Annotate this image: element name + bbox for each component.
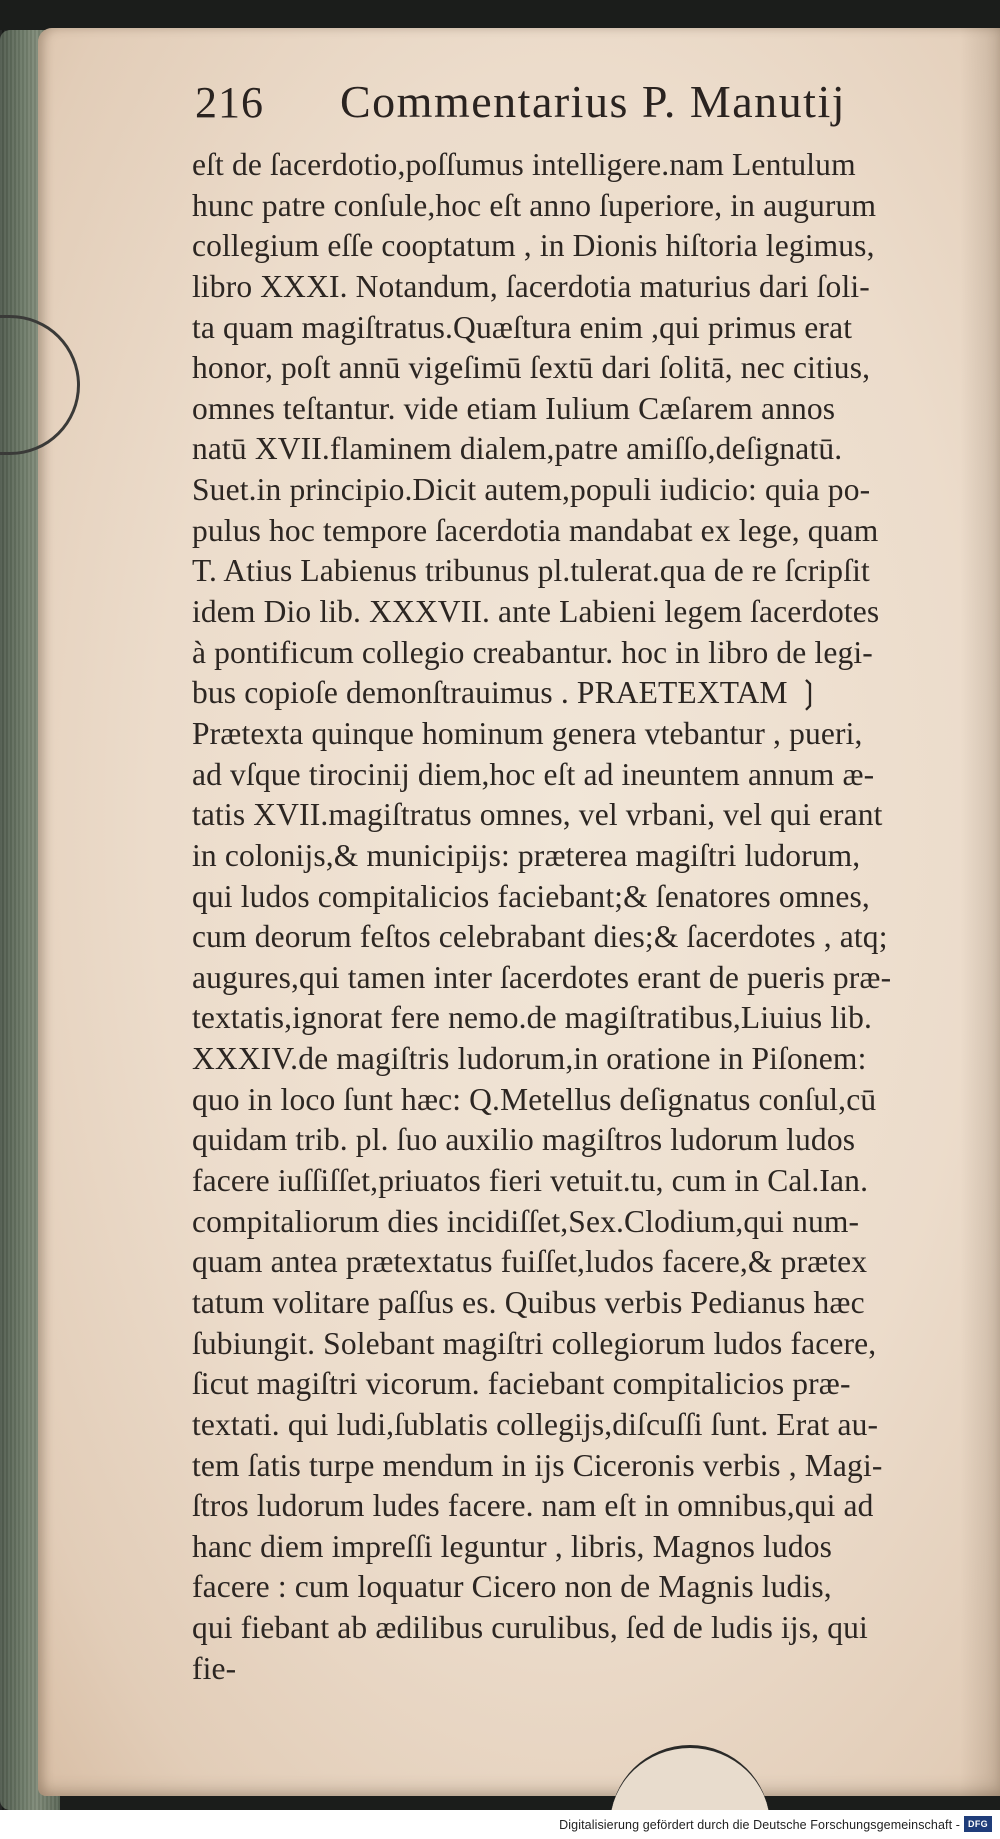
dfg-logo: DFG: [964, 1816, 992, 1832]
body-text: [192, 145, 972, 1689]
funding-credit: Digitalisierung gefördert durch die Deutsche Forschungsgemeinschaft -: [559, 1818, 960, 1832]
text-line: facere : cum loquatur Cicero non de Magnis ludis,: [192, 1569, 832, 1605]
text-line: ſtros ludorum ludes facere. nam eſt in omnibus,qui ad: [192, 1488, 874, 1524]
text-line: tatum volitare paſſus es. Quibus verbis Pedianus hæc: [192, 1284, 865, 1320]
text-line: T. Atius Labienus tribunus pl.tulerat.qua de re ſcripſit: [192, 553, 870, 589]
text-line: in colonijs,& municipijs: præterea magiſtri ludorum,: [192, 837, 861, 873]
text-line: ta quam magiſtratus.Quæſtura enim ,qui primus erat: [192, 309, 853, 345]
text-line: ſubiungit. Solebant magiſtri collegiorum ludos facere,: [192, 1325, 877, 1361]
text-line: hanc diem impreſſi leguntur , libris, Magnos ludos: [192, 1528, 833, 1564]
text-line: quam antea prætextatus fuiſſet,ludos facere,& prætex: [192, 1244, 868, 1280]
text-line: cum deorum feſtos celebrabant dies;& ſacerdotes , atq;: [192, 919, 888, 955]
text-line: facere iuſſiſſet,priuatos fieri vetuit.tu, cum in Cal.Ian.: [192, 1163, 869, 1199]
text-line: natū XVII.flaminem dialem,patre amiſſo,deſignatū.: [192, 431, 843, 467]
text-line: pulus hoc tempore ſacerdotia mandabat ex lege, quam: [192, 512, 879, 548]
text-line: tem ſatis turpe mendum in ijs Ciceronis verbis , Magi-: [192, 1447, 883, 1483]
text-line: libro XXXI. Notandum, ſacerdotia maturius dari ſoli-: [192, 268, 870, 304]
running-head: [195, 75, 915, 135]
text-line: fie-: [192, 1650, 237, 1686]
text-line: quidam trib. pl. ſuo auxilio magiſtros ludorum ludos: [192, 1122, 856, 1158]
text-line: hunc patre conſule,hoc eſt anno ſuperiore, in augurum: [192, 187, 877, 223]
text-line: textatis,ignorat fere nemo.de magiſtratibus,Liuius lib.: [192, 1000, 873, 1036]
text-line: ſicut magiſtri vicorum. faciebant compitalicios præ-: [192, 1366, 851, 1402]
text-line: bus copioſe demonſtrauimus . PRAETEXTAM ❳: [192, 675, 823, 711]
text-line: ad vſque tirocinij diem,hoc eſt ad ineuntem annum æ-: [192, 756, 875, 792]
text-line: Suet.in principio.Dicit autem,populi iudicio: quia po-: [192, 472, 871, 508]
text-line: Prætexta quinque hominum genera vtebantur , pueri,: [192, 715, 863, 751]
text-line: eſt de ſacerdotio,poſſumus intelligere.nam Lentulum: [192, 147, 856, 182]
text-line: collegium eſſe cooptatum , in Dionis hiſtoria legimus,: [192, 228, 875, 264]
text-line: omnes teſtantur. vide etiam Iulium Cæſarem annos: [192, 390, 836, 426]
text-line: compitaliorum dies incidiſſet,Sex.Clodium,qui num-: [192, 1203, 860, 1239]
text-line: idem Dio lib. XXXVII. ante Labieni legem ſacerdotes: [192, 594, 880, 630]
page-title: Commentarius P. Manutij: [340, 76, 846, 127]
text-line: augures,qui tamen inter ſacerdotes erant de pueris præ-: [192, 959, 892, 995]
text-line: tatis XVII.magiſtratus omnes, vel vrbani, vel qui erant: [192, 797, 883, 833]
text-line: à pontificum collegio creabantur. hoc in libro de legi-: [192, 634, 873, 670]
text-line: textati. qui ludi,ſublatis collegijs,diſcuſſi ſunt. Erat au-: [192, 1406, 879, 1442]
page-number: 216: [195, 78, 264, 127]
text-line: qui ludos compitalicios faciebant;& ſenatores omnes,: [192, 878, 870, 914]
text-line: honor, poſt annū vigeſimū ſextū dari ſolitā, nec citius,: [192, 350, 871, 386]
text-line: XXXIV.de magiſtris ludorum,in oratione in Piſonem:: [192, 1041, 867, 1077]
text-line: quo in loco ſunt hæc: Q.Metellus deſignatus conſul,cū: [192, 1081, 877, 1117]
text-line: qui fiebant ab ædilibus curulibus, ſed de ludis ijs, qui: [192, 1610, 868, 1646]
footer-bar: [0, 1810, 1000, 1839]
